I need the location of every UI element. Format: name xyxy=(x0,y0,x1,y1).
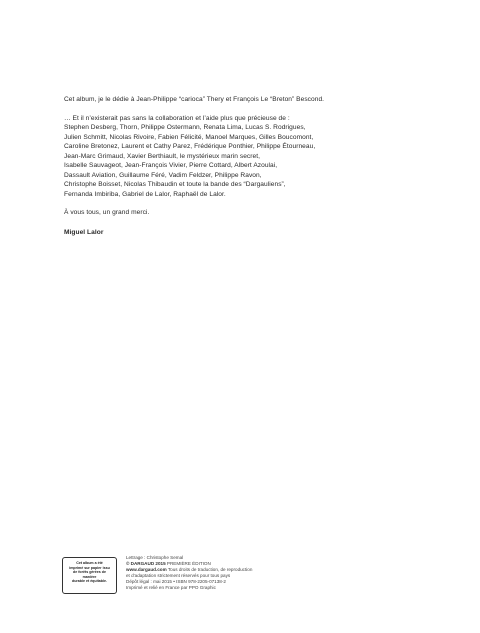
edition-text: PREMIÈRE ÉDITION xyxy=(165,561,211,567)
acknowledgements-line: Caroline Bretonez, Laurent et Cathy Parez, Frédérique Ponthier, Philippe Étourneau, xyxy=(64,143,316,150)
eco-badge-line: imprimé sur papier issu xyxy=(69,565,110,570)
acknowledgements-line: Stephen Desberg, Thorn, Philippe Ostermann, Renata Lima, Lucas S. Rodrigues, xyxy=(64,124,306,131)
acknowledgements-line: Dassault Aviation, Guillaume Féré, Vadim Feldzer, Philippe Ravon, xyxy=(64,171,262,179)
eco-badge-line: de forêts gérées de xyxy=(73,570,106,575)
printer-line: Imprimé et relié en France par PPO Graphic xyxy=(126,585,216,591)
copyright-bold: © DARGAUD 2015 xyxy=(126,561,166,567)
acknowledgements-paragraph xyxy=(64,114,364,200)
publication-credits xyxy=(126,555,326,592)
eco-badge-line: manière xyxy=(82,574,97,579)
acknowledgements-line: … Et il n’existerait pas sans la collaboration et l’aide plus que précieuse de : xyxy=(64,114,290,122)
dedication-line: Cet album, je le dédie à Jean-Philippe “carioca” Thery et François Le “Breton” Bescond. xyxy=(64,96,325,103)
rights-text: Tous droits de traduction, de reproduction xyxy=(166,567,253,573)
acknowledgements-line: Jean-Marc Grimaud, Xavier Berthiault, le mystérieux marin secret, xyxy=(64,152,260,160)
legal-deposit-line: Dépôt légal : mai 2015 • ISBN 978-2205-07138-2 xyxy=(126,579,226,585)
eco-paper-badge xyxy=(62,557,117,594)
author-signature: Miguel Lalor xyxy=(64,228,104,236)
dedication-text xyxy=(64,95,364,237)
eco-badge-line: durable et équitable. xyxy=(72,579,107,584)
rights-line: et d’adaptation strictement réservés pour tous pays xyxy=(126,573,231,579)
acknowledgements-line: Julien Schmitt, Nicolas Rivoire, Fabien Félicité, Manoel Marques, Gilles Boucomont, xyxy=(64,133,314,141)
eco-badge-line: Cet album a été xyxy=(76,561,103,565)
acknowledgements-line: Isabelle Sauvageot, Jean-François Vivier, Pierre Cottard, Albert Azoulai, xyxy=(64,162,278,169)
website-link[interactable]: www.dargaud.com xyxy=(126,567,167,573)
thank-you-line: À vous tous, un grand merci. xyxy=(64,209,150,216)
acknowledgements-line: Christophe Boisset, Nicolas Thibaudin et toute la bande des “Dargauliens”, xyxy=(64,181,286,188)
acknowledgements-line: Fernanda Imbiriba, Gabriel de Lalor, Raphaël de Lalor. xyxy=(64,190,226,198)
lettering-credit: Lettrage : Christophe Semal xyxy=(126,555,184,560)
